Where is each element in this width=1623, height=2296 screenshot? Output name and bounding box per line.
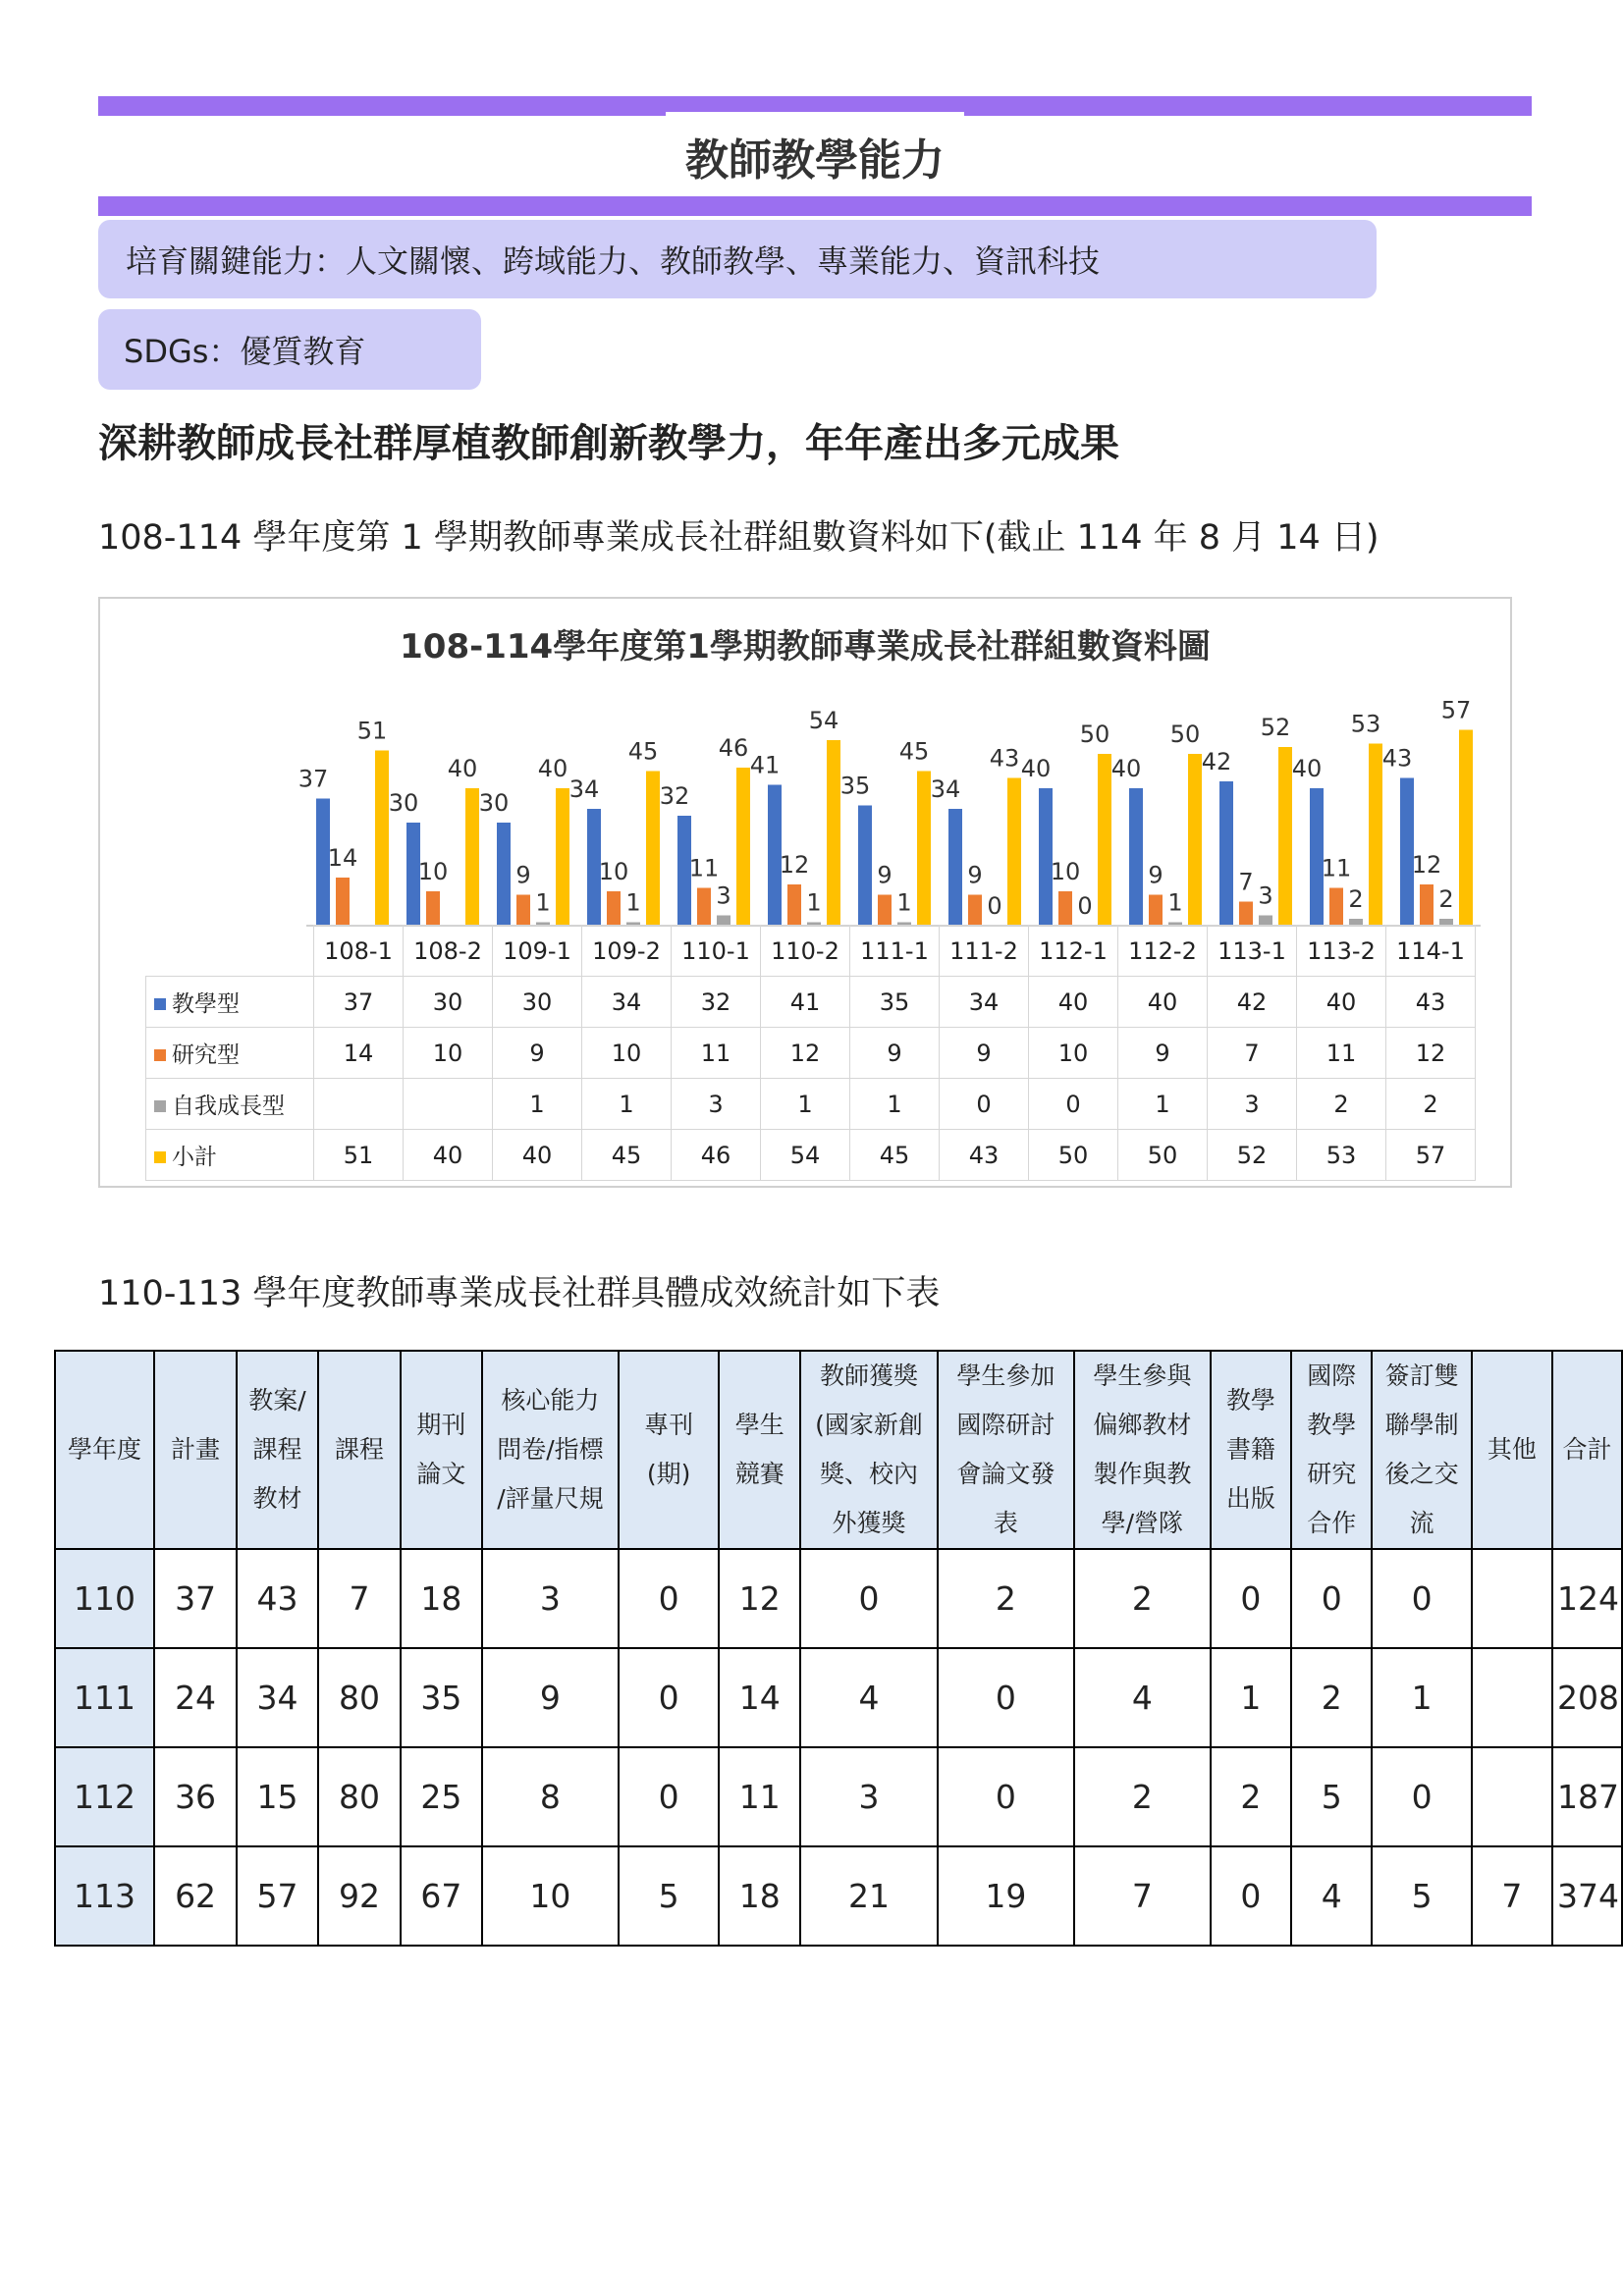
table-cell: 2	[1074, 1747, 1211, 1846]
data-label-teaching-112-1: 40	[1020, 755, 1052, 782]
table-cell: 0	[619, 1747, 719, 1846]
table-cell: 2	[1291, 1648, 1372, 1747]
bar-subtotal-110-2	[827, 740, 840, 926]
table-cell: 0	[1372, 1549, 1471, 1648]
bar-research-111-1	[878, 895, 892, 927]
data-label-research-108-1: 14	[327, 844, 358, 872]
table-cell: 10	[482, 1846, 619, 1946]
data-label-self-112-2: 1	[1167, 888, 1183, 917]
data-label-teaching-110-1: 32	[659, 782, 690, 810]
table-cell: 21	[800, 1846, 938, 1946]
bar-subtotal-113-2	[1369, 744, 1382, 927]
bar-subtotal-111-2	[1007, 778, 1021, 927]
bar-teaching-112-1	[1039, 788, 1053, 926]
data-label-self-111-2: 0	[987, 892, 1002, 920]
data-label-subtotal-110-2: 54	[808, 707, 839, 734]
bar-subtotal-108-2	[465, 788, 479, 926]
results-header-cell: 學生參加 國際研討 會論文發 表	[938, 1351, 1074, 1549]
cell-self-111-1: 1	[850, 1079, 940, 1130]
data-label-research-112-2: 9	[1148, 861, 1163, 889]
cell-teaching-114-1: 43	[1386, 977, 1476, 1028]
legend-swatch	[154, 1049, 166, 1061]
cell-self-112-1: 0	[1029, 1079, 1118, 1130]
bar-subtotal-109-1	[556, 788, 569, 926]
table-cell: 0	[619, 1549, 719, 1648]
legend-swatch	[154, 1151, 166, 1163]
key-competencies-text: 培育關鍵能力：人文關懷、跨域能力、教師教學、專業能力、資訊科技	[126, 242, 1101, 280]
cell-subtotal-114-1: 57	[1386, 1130, 1476, 1181]
table-cell: 5	[1372, 1846, 1471, 1946]
table-cell: 12	[719, 1549, 800, 1648]
bar-research-110-1	[697, 888, 711, 927]
table-row	[55, 1747, 1622, 1846]
bar-research-110-2	[787, 884, 801, 926]
bar-research-108-1	[336, 878, 350, 926]
cell-teaching-110-2: 41	[761, 977, 850, 1028]
data-label-self-112-1: 0	[1077, 892, 1093, 920]
cell-self-113-2: 2	[1297, 1079, 1386, 1130]
bar-research-112-1	[1058, 891, 1072, 926]
table-cell: 19	[938, 1846, 1074, 1946]
table-cell: 18	[719, 1846, 800, 1946]
data-label-self-113-2: 2	[1348, 885, 1364, 913]
data-label-teaching-113-1: 42	[1201, 748, 1232, 775]
data-label-research-114-1: 12	[1411, 851, 1442, 879]
bar-subtotal-114-1	[1459, 730, 1473, 927]
series-row-subtotal	[146, 1130, 1476, 1181]
table-cell: 208	[1552, 1648, 1622, 1747]
cell-self-114-1: 2	[1386, 1079, 1476, 1130]
results-header-row	[55, 1351, 1622, 1549]
table-cell: 8	[482, 1747, 619, 1846]
year-cell: 113	[55, 1846, 154, 1946]
data-label-subtotal-113-2: 53	[1350, 710, 1381, 738]
data-label-research-111-1: 9	[877, 861, 893, 889]
cell-research-109-2: 10	[582, 1028, 672, 1079]
results-header-cell: 教學 書籍 出版	[1211, 1351, 1291, 1549]
results-caption: 110-113 學年度教師專業成長社群具體成效統計如下表	[98, 1274, 941, 1313]
category-label-113-1: 113-1	[1208, 926, 1297, 977]
table-cell: 0	[619, 1648, 719, 1747]
cell-research-110-1: 11	[672, 1028, 761, 1079]
cell-self-109-1: 1	[493, 1079, 582, 1130]
table-cell: 7	[318, 1549, 401, 1648]
legend-label: 教學型	[172, 991, 240, 1017]
data-label-self-109-1: 1	[535, 888, 551, 917]
table-cell: 9	[482, 1648, 619, 1747]
bar-subtotal-112-2	[1188, 754, 1202, 926]
cell-research-110-2: 12	[761, 1028, 850, 1079]
table-corner	[146, 926, 314, 977]
legend-subtotal	[146, 1130, 314, 1181]
results-header-cell: 學生參與 偏鄉教材 製作與教 學/營隊	[1074, 1351, 1211, 1549]
category-label-110-1: 110-1	[672, 926, 761, 977]
bar-teaching-109-1	[497, 823, 511, 926]
cell-subtotal-109-2: 45	[582, 1130, 672, 1181]
cell-subtotal-113-1: 52	[1208, 1130, 1297, 1181]
table-cell: 3	[482, 1549, 619, 1648]
table-cell: 2	[1211, 1747, 1291, 1846]
table-cell: 374	[1552, 1846, 1622, 1946]
data-label-teaching-111-1: 35	[839, 772, 871, 800]
data-label-research-109-2: 10	[598, 858, 629, 885]
table-cell: 124	[1552, 1549, 1622, 1648]
cell-self-112-2: 1	[1118, 1079, 1208, 1130]
series-row-teaching	[146, 977, 1476, 1028]
results-header-cell: 教師獲獎 (國家新創 獎、校內 外獲獎	[800, 1351, 938, 1549]
cell-teaching-111-1: 35	[850, 977, 940, 1028]
table-cell: 5	[1291, 1747, 1372, 1846]
bar-teaching-113-1	[1219, 781, 1233, 926]
legend-self	[146, 1079, 314, 1130]
cell-subtotal-108-1: 51	[314, 1130, 404, 1181]
bar-research-113-2	[1329, 888, 1343, 927]
table-cell	[1472, 1648, 1552, 1747]
data-label-subtotal-108-2: 40	[447, 755, 478, 782]
cell-teaching-109-1: 30	[493, 977, 582, 1028]
results-header-cell: 其他	[1472, 1351, 1552, 1549]
legend-swatch	[154, 998, 166, 1010]
table-cell: 187	[1552, 1747, 1622, 1846]
page-title: 教師教學能力	[666, 112, 964, 200]
table-row	[55, 1549, 1622, 1648]
cell-teaching-108-1: 37	[314, 977, 404, 1028]
chart-data-table	[145, 925, 1476, 1181]
data-label-subtotal-112-1: 50	[1079, 721, 1110, 748]
table-cell: 43	[237, 1549, 318, 1648]
sdgs-badge	[98, 309, 481, 390]
legend-label: 自我成長型	[172, 1094, 285, 1119]
bar-teaching-111-2	[948, 809, 962, 926]
cell-subtotal-110-2: 54	[761, 1130, 850, 1181]
data-label-subtotal-110-1: 46	[718, 734, 749, 762]
results-header-cell: 學生 競賽	[719, 1351, 800, 1549]
bar-research-112-2	[1149, 895, 1163, 927]
data-label-subtotal-114-1: 57	[1440, 696, 1472, 724]
data-label-teaching-108-1: 37	[298, 765, 329, 793]
data-label-teaching-114-1: 43	[1381, 744, 1413, 773]
series-row-research	[146, 1028, 1476, 1079]
cell-research-109-1: 9	[493, 1028, 582, 1079]
table-row	[55, 1648, 1622, 1747]
table-cell: 24	[154, 1648, 237, 1747]
table-cell	[1472, 1747, 1552, 1846]
cell-self-108-2	[404, 1079, 493, 1130]
data-label-subtotal-109-1: 40	[537, 755, 568, 782]
table-cell: 4	[1074, 1648, 1211, 1747]
data-label-self-110-2: 1	[806, 888, 822, 917]
cell-subtotal-110-1: 46	[672, 1130, 761, 1181]
cell-teaching-113-2: 40	[1297, 977, 1386, 1028]
data-label-subtotal-113-1: 52	[1260, 714, 1291, 741]
table-cell: 80	[318, 1648, 401, 1747]
section-heading: 深耕教師成長社群厚植教師創新教學力，年年產出多元成果	[98, 421, 1119, 466]
bottom-accent-bar	[98, 196, 1532, 216]
data-label-teaching-112-2: 40	[1110, 755, 1142, 782]
table-cell: 2	[1074, 1549, 1211, 1648]
cell-research-112-1: 10	[1029, 1028, 1118, 1079]
results-header-cell: 期刊 論文	[401, 1351, 482, 1549]
cell-self-110-2: 1	[761, 1079, 850, 1130]
bar-subtotal-108-1	[375, 751, 389, 927]
table-cell: 0	[1372, 1747, 1471, 1846]
table-cell: 25	[401, 1747, 482, 1846]
data-label-research-113-1: 7	[1238, 868, 1254, 896]
bar-research-109-2	[607, 891, 621, 926]
year-cell: 110	[55, 1549, 154, 1648]
data-label-research-113-2: 11	[1321, 854, 1352, 882]
data-label-teaching-109-2: 34	[568, 775, 600, 803]
results-header-cell: 學年度	[55, 1351, 154, 1549]
cell-self-110-1: 3	[672, 1079, 761, 1130]
table-cell: 67	[401, 1846, 482, 1946]
results-header-cell: 專刊 (期)	[619, 1351, 719, 1549]
category-label-113-2: 113-2	[1297, 926, 1386, 977]
table-cell: 5	[619, 1846, 719, 1946]
cell-research-108-2: 10	[404, 1028, 493, 1079]
bar-research-113-1	[1239, 902, 1253, 927]
table-cell: 0	[938, 1747, 1074, 1846]
results-header-cell: 核心能力 問卷/指標 /評量尺規	[482, 1351, 619, 1549]
cell-research-108-1: 14	[314, 1028, 404, 1079]
cell-subtotal-109-1: 40	[493, 1130, 582, 1181]
table-cell: 7	[1472, 1846, 1552, 1946]
data-label-subtotal-111-1: 45	[898, 737, 930, 766]
table-cell: 34	[237, 1648, 318, 1747]
bar-subtotal-113-1	[1278, 747, 1292, 926]
cell-subtotal-111-1: 45	[850, 1130, 940, 1181]
table-cell: 62	[154, 1846, 237, 1946]
results-header-cell: 簽訂雙 聯學制 後之交 流	[1372, 1351, 1471, 1549]
table-cell: 0	[800, 1549, 938, 1648]
data-label-teaching-108-2: 30	[388, 789, 419, 817]
chart-caption: 108-114 學年度第 1 學期教師專業成長社群組數資料如下(截止 114 年 8 月 14 日)	[98, 518, 1380, 558]
data-label-self-111-1: 1	[896, 888, 912, 917]
data-label-subtotal-112-2: 50	[1169, 721, 1201, 748]
data-label-teaching-110-2: 41	[749, 751, 781, 779]
table-cell: 15	[237, 1747, 318, 1846]
cell-self-108-1	[314, 1079, 404, 1130]
cell-research-114-1: 12	[1386, 1028, 1476, 1079]
results-header-cell: 課程	[318, 1351, 401, 1549]
results-header-cell: 合計	[1552, 1351, 1622, 1549]
cell-subtotal-112-1: 50	[1029, 1130, 1118, 1181]
cell-teaching-113-1: 42	[1208, 977, 1297, 1028]
category-label-108-2: 108-2	[404, 926, 493, 977]
legend-label: 小計	[172, 1145, 217, 1170]
cell-teaching-112-1: 40	[1029, 977, 1118, 1028]
bar-subtotal-110-1	[736, 768, 750, 926]
category-label-114-1: 114-1	[1386, 926, 1476, 977]
category-label-111-1: 111-1	[850, 926, 940, 977]
table-cell: 0	[1291, 1549, 1372, 1648]
cell-self-109-2: 1	[582, 1079, 672, 1130]
data-label-research-112-1: 10	[1050, 858, 1081, 885]
legend-swatch	[154, 1100, 166, 1112]
data-label-teaching-113-2: 40	[1291, 755, 1323, 782]
cell-subtotal-111-2: 43	[940, 1130, 1029, 1181]
cell-teaching-111-2: 34	[940, 977, 1029, 1028]
data-label-research-108-2: 10	[417, 858, 449, 885]
category-label-109-1: 109-1	[493, 926, 582, 977]
series-row-self	[146, 1079, 1476, 1130]
table-cell: 11	[719, 1747, 800, 1846]
table-cell: 4	[1291, 1846, 1372, 1946]
table-cell: 35	[401, 1648, 482, 1747]
data-label-research-111-2: 9	[967, 861, 983, 889]
table-cell: 0	[1211, 1549, 1291, 1648]
table-cell	[1472, 1549, 1552, 1648]
table-cell: 3	[800, 1747, 938, 1846]
chart-title: 108-114學年度第1學期教師專業成長社群組數資料圖	[400, 627, 1211, 667]
table-cell: 0	[1211, 1846, 1291, 1946]
results-header-cell: 教案/ 課程 教材	[237, 1351, 318, 1549]
category-label-110-2: 110-2	[761, 926, 850, 977]
cell-research-112-2: 9	[1118, 1028, 1208, 1079]
bar-teaching-111-1	[858, 806, 872, 927]
table-cell: 1	[1372, 1648, 1471, 1747]
table-cell: 92	[318, 1846, 401, 1946]
legend-research	[146, 1028, 314, 1079]
table-cell: 57	[237, 1846, 318, 1946]
table-cell: 14	[719, 1648, 800, 1747]
cell-teaching-110-1: 32	[672, 977, 761, 1028]
results-header-cell: 國際 教學 研究 合作	[1291, 1351, 1372, 1549]
table-cell: 2	[938, 1549, 1074, 1648]
bar-research-111-2	[968, 895, 982, 927]
data-label-self-114-1: 2	[1438, 885, 1454, 913]
year-cell: 111	[55, 1648, 154, 1747]
category-label-112-1: 112-1	[1029, 926, 1118, 977]
bar-research-109-1	[516, 895, 530, 927]
key-competencies-badge	[98, 220, 1377, 298]
data-label-research-110-1: 11	[688, 854, 720, 882]
data-label-subtotal-109-2: 45	[627, 737, 659, 766]
data-label-subtotal-111-2: 43	[989, 744, 1020, 773]
table-cell: 1	[1211, 1648, 1291, 1747]
cell-subtotal-108-2: 40	[404, 1130, 493, 1181]
cell-research-113-2: 11	[1297, 1028, 1386, 1079]
data-label-subtotal-108-1: 51	[356, 717, 388, 745]
table-cell: 80	[318, 1747, 401, 1846]
bar-research-114-1	[1420, 884, 1434, 926]
table-cell: 37	[154, 1549, 237, 1648]
category-label-111-2: 111-2	[940, 926, 1029, 977]
bar-subtotal-111-1	[917, 772, 931, 927]
table-cell: 18	[401, 1549, 482, 1648]
data-label-self-109-2: 1	[625, 888, 641, 917]
table-cell: 36	[154, 1747, 237, 1846]
cell-teaching-109-2: 34	[582, 977, 672, 1028]
data-label-self-110-1: 3	[716, 881, 731, 910]
data-label-research-109-1: 9	[515, 861, 531, 889]
bar-teaching-112-2	[1129, 788, 1143, 926]
table-cell: 4	[800, 1648, 938, 1747]
cell-research-111-1: 9	[850, 1028, 940, 1079]
bar-research-108-2	[426, 891, 440, 926]
cell-subtotal-113-2: 53	[1297, 1130, 1386, 1181]
cell-research-111-2: 9	[940, 1028, 1029, 1079]
data-label-research-110-2: 12	[779, 851, 810, 879]
category-label-108-1: 108-1	[314, 926, 404, 977]
cell-teaching-112-2: 40	[1118, 977, 1208, 1028]
table-cell: 7	[1074, 1846, 1211, 1946]
cell-research-113-1: 7	[1208, 1028, 1297, 1079]
results-header-cell: 計畫	[154, 1351, 237, 1549]
cell-teaching-108-2: 30	[404, 977, 493, 1028]
cell-self-111-2: 0	[940, 1079, 1029, 1130]
legend-label: 研究型	[172, 1042, 240, 1068]
results-table	[54, 1350, 1623, 1947]
data-label-teaching-109-1: 30	[478, 789, 510, 817]
chart-frame	[98, 597, 1512, 1188]
data-label-teaching-111-2: 34	[930, 775, 961, 803]
category-label-112-2: 112-2	[1118, 926, 1208, 977]
category-label-109-2: 109-2	[582, 926, 672, 977]
table-cell: 0	[938, 1648, 1074, 1747]
cell-subtotal-112-2: 50	[1118, 1130, 1208, 1181]
data-label-self-113-1: 3	[1258, 881, 1273, 910]
table-row	[55, 1846, 1622, 1946]
cell-self-113-1: 3	[1208, 1079, 1297, 1130]
bar-subtotal-112-1	[1098, 754, 1111, 926]
year-cell: 112	[55, 1747, 154, 1846]
legend-teaching	[146, 977, 314, 1028]
bar-subtotal-109-2	[646, 772, 660, 927]
sdgs-text: SDGs：優質教育	[124, 333, 366, 370]
